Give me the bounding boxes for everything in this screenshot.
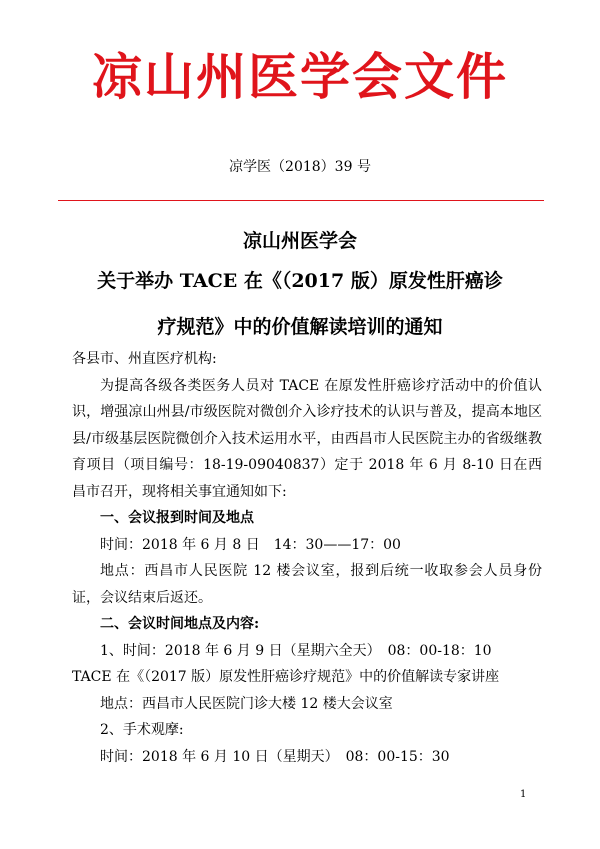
header-divider bbox=[58, 200, 544, 201]
item-2-label: 2、手术观摩: bbox=[100, 722, 184, 738]
item-1-place: 地点：西昌市人民医院门诊大楼 12 楼大会议室 bbox=[100, 695, 393, 712]
item-2-time: 时间：2018 年 6 月 10 日（星期天） 08：00-15：30 bbox=[100, 748, 450, 765]
page-number: 1 bbox=[520, 789, 527, 800]
section-1-heading: 一、会议报到时间及地点 bbox=[100, 510, 254, 526]
section-1-time: 时间：2018 年 6 月 8 日 14：30——17：00 bbox=[100, 536, 401, 553]
document-number: 凉学医（2018）39 号 bbox=[229, 159, 371, 175]
issuing-organization: 凉山州医学会 bbox=[242, 230, 357, 252]
section-2-heading: 二、会议时间地点及内容: bbox=[100, 616, 260, 632]
section-1-place: 地点：西昌市人民医院 12 楼会议室，报到后统一收取参会人员身份证，会议结束后返还。 bbox=[72, 563, 542, 606]
intro-paragraph: 为提高各级各类医务人员对 TACE 在原发性肝癌诊疗活动中的价值认识，增强凉山州县/市级医院对微创介入诊疗技术的认识与普及，提高本地区县/市级基层医院微创介入技术运用水平，由西昌市人民医院主办的省级继教育项目（项目编号：18-19-09040837）定于 2018 年 6 月 8-10 日在西昌市召开，现将相关事宜通知如下: bbox=[72, 377, 542, 500]
notice-title-line-1: 关于举办 TACE 在《（2017 版）原发性肝癌诊 bbox=[97, 270, 503, 292]
notice-body bbox=[72, 346, 542, 770]
notice-title-line-2: 疗规范》中的价值解读培训的通知 bbox=[157, 316, 443, 338]
item-1-time: 1、时间：2018 年 6 月 9 日（星期六全天） 08：00-18：10 bbox=[100, 642, 492, 659]
document-header-title: 凉山州医学会文件 bbox=[92, 47, 508, 106]
item-1-topic: TACE 在《（2017 版）原发性肝癌诊疗规范》中的价值解读专家讲座 bbox=[72, 669, 500, 685]
salutation: 各县市、州直医疗机构: bbox=[72, 351, 217, 367]
